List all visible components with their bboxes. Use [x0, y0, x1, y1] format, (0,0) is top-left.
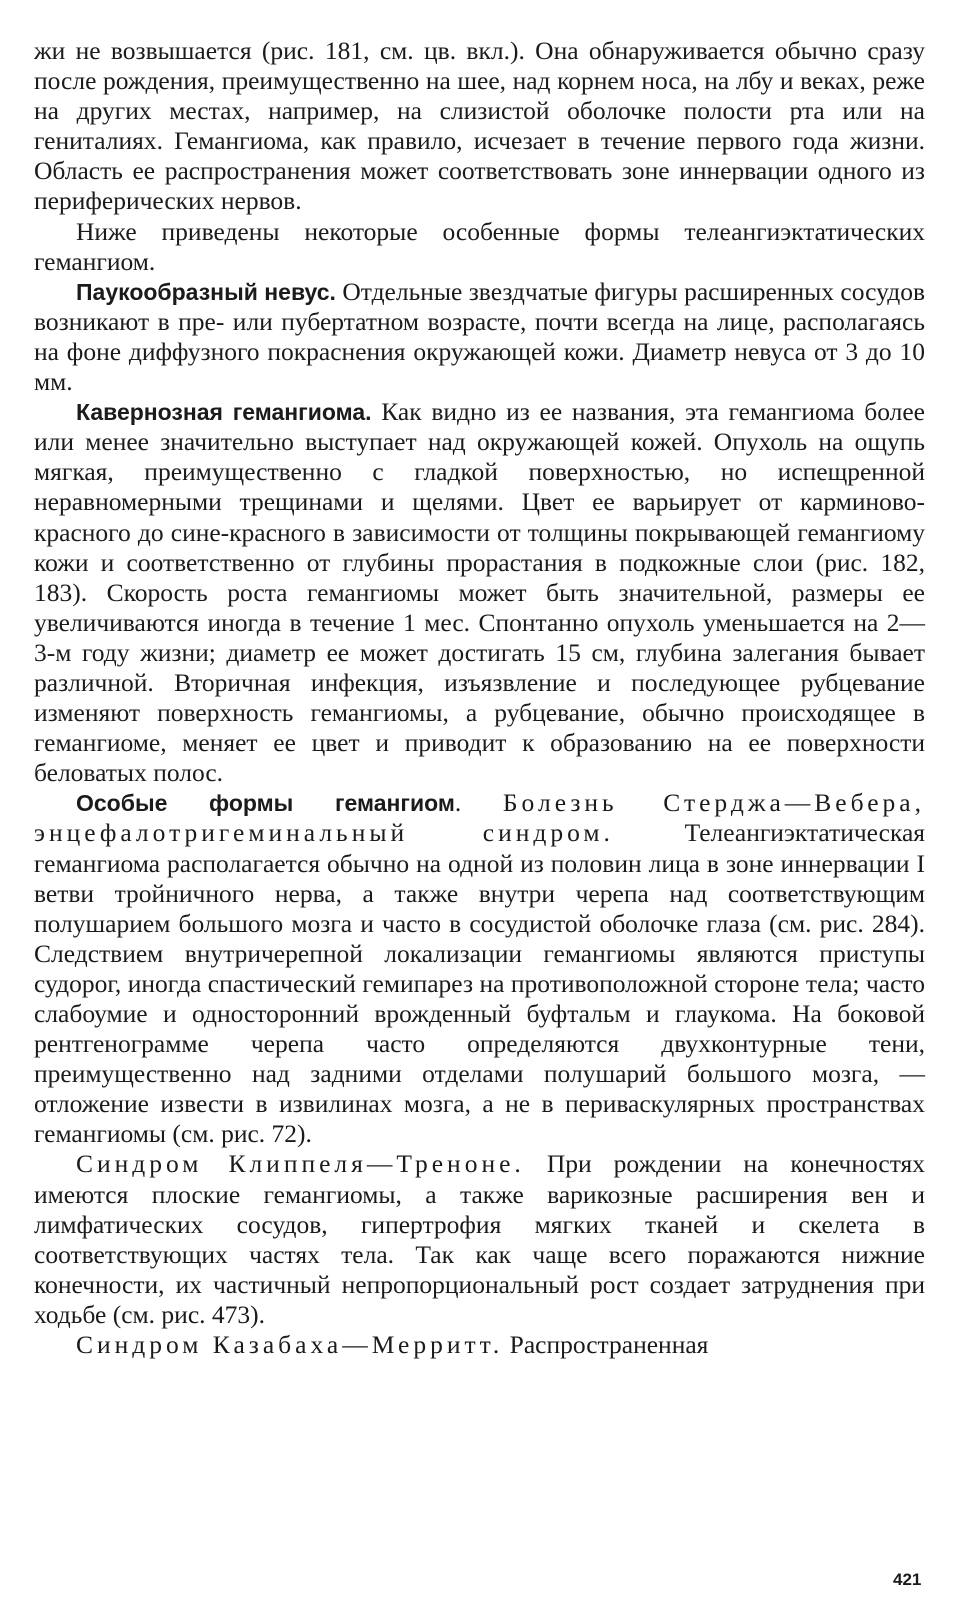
page-text	[34, 36, 925, 1360]
heading-special-forms-punct: .	[454, 788, 503, 818]
paragraph-cavernous-hemangioma	[34, 397, 925, 788]
paragraph-kasabach-merritt	[34, 1330, 925, 1360]
paragraph-kasabach-merritt-text: Распространенная	[503, 1330, 709, 1360]
spaced-title-kasabach-merritt: Синдром Казабаха—Мерритт.	[76, 1330, 504, 1360]
paragraph-klippel-trenaunay	[34, 1149, 925, 1330]
heading-spider-nevus: Паукообразный невус.	[76, 278, 336, 305]
paragraph-2-text: Ниже приведены некоторые особенные формы телеангиэктатических гемангиом.	[34, 216, 925, 276]
paragraph-klippel-trenaunay-text: При рождении на конечностях имеются плоские гемангиомы, а также варикозные расширения вен и лимфатических сосудов, гипертрофия мягких тканей и скелета в соответствующих частях тела. Так как чаще всего поражаются нижние конечности, их частичный непропорциональный рост создает затруднения при ходьбе (см. рис. 473).	[34, 1149, 925, 1329]
paragraph-special-forms	[34, 788, 925, 1149]
heading-cavernous-hemangioma: Кавернозная гемангиома.	[76, 399, 372, 426]
spaced-title-sturge-weber: Болезнь Стерджа—Вебера, энцефалотригеминальный синдром.	[34, 788, 925, 848]
paragraph-special-forms-text: Телеангиэктатическая гемангиома располагается обычно на одной из половин лица в зоне иннервации I ветви тройничного нерва, а также внутри черепа над соответствующим полушарием большого мозга и часто в сосудистой оболочке глаза (см. рис. 284). Следствием внутричерепной локализации гемангиомы являются приступы судорог, иногда спастический гемипарез на противоположной стороне тела; часто слабоумие и односторонний врожденный буфтальм и глаукома. На боковой рентгенограмме черепа часто определяются двухконтурные тени, преимущественно над задними отделами полушарий большого мозга, — отложение извести в извилинах мозга, а не в периваскулярных пространствах гемангиомы (см. рис. 72).	[34, 818, 925, 1149]
paragraph-1-text: жи не возвышается (рис. 181, см. цв. вкл.). Она обнаруживается обычно сразу после рождения, преимущественно на шее, над корнем носа, на лбу и веках, реже на других местах, например, на слизистой оболочке полости рта или на гениталиях. Гемангиома, как правило, исчезает в течение первого года жизни. Область ее распространения может соответствовать зоне иннервации одного из периферических нервов.	[34, 36, 925, 216]
paragraph-cavernous-hemangioma-text: Как видно из ее названия, эта гемангиома более или менее значительно выступает над окружающей кожей. Опухоль на ощупь мягкая, преимущественно с гладкой поверхностью, но испещренной неравномерными трещинами и щелями. Цвет ее варьирует от карминово-красного до сине-красного в зависимости от толщины покрывающей гемангиому кожи и соответственно от глубины прорастания в подкожные слои (рис. 182, 183). Скорость роста гемангиомы может быть значительной, размеры ее увеличиваются иногда в течение 1 мес. Спонтанно опухоль уменьшается на 2—3-м году жизни; диаметр ее может достигать 15 см, глубина залегания бывает различной. Вторичная инфекция, изъязвление и последующее рубцевание изменяют поверхность гемангиомы, а рубцевание, обычно происходящее в гемангиоме, меняет ее цвет и приводит к образованию на ее поверхности беловатых полос.	[34, 397, 925, 788]
paragraph-spider-nevus-text: Отдельные звездчатые фигуры расширенных сосудов возникают в пре- или пубертатном возрасте, почти всегда на лице, располагаясь на фоне диффузного покраснения окружающей кожи. Диаметр невуса от 3 до 10 мм.	[34, 276, 925, 397]
page-number: 421	[893, 1570, 922, 1589]
paragraph-2	[34, 217, 925, 277]
spaced-title-klippel-trenaunay: Синдром Клиппеля—Треноне.	[76, 1149, 525, 1179]
paragraph-1	[34, 36, 925, 217]
paragraph-spider-nevus	[34, 277, 925, 397]
heading-special-forms: Особые формы гемангиом	[76, 790, 455, 817]
